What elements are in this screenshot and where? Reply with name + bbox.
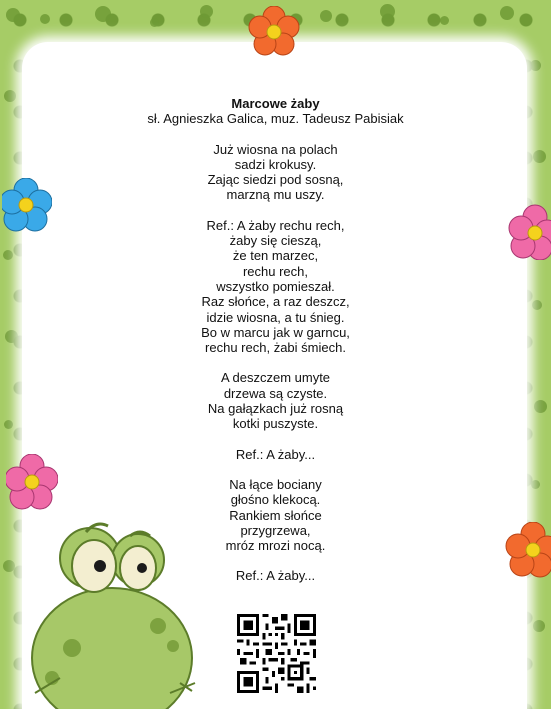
verse-line: żaby się cieszą,	[229, 233, 322, 249]
verse-line: Rankiem słońce	[229, 507, 322, 523]
verse-line: że ten marzec,	[232, 248, 319, 264]
verse-line: rechu rech,	[242, 263, 309, 279]
verse-line: mróz mrozi nocą.	[225, 538, 326, 554]
verse-line: Zając siedzi pod sosną,	[207, 172, 344, 188]
verse-line: idzie wiosna, a tu śnieg.	[206, 309, 345, 325]
verse-line: przygrzewa,	[240, 522, 311, 538]
verse-line: Bo w marcu jak w garncu,	[201, 324, 350, 340]
qr-code-icon[interactable]	[237, 614, 316, 693]
refrain-short-1	[0, 447, 551, 462]
verse-line: Ref.: A żaby...	[235, 568, 316, 584]
orange-flower-icon	[248, 6, 300, 56]
verse-line: Na łące bociany	[229, 476, 322, 492]
refrain-short-2	[0, 568, 551, 583]
verse-line: Ref.: A żaby rechu rech,	[206, 217, 345, 233]
verse-line: rechu rech, żabi śmiech.	[205, 340, 346, 356]
stanza-1	[0, 142, 551, 203]
verse-line: sadzi krokusy.	[234, 156, 317, 172]
verse-line: Raz słońce, a raz deszcz,	[201, 294, 350, 310]
verse-line: A deszczem umyte	[220, 370, 331, 386]
refrain	[0, 218, 551, 356]
verse-line: Już wiosna na polach	[213, 141, 338, 157]
verse-line: drzewa są czyste.	[223, 385, 328, 401]
verse-line: Na gałązkach już rosną	[207, 401, 344, 417]
poem	[0, 96, 551, 599]
stanza-2	[0, 370, 551, 431]
stanza-3	[0, 477, 551, 553]
verse-line: Ref.: A żaby...	[235, 446, 316, 462]
verse-line: wszystko pomieszał.	[216, 278, 335, 294]
verse-line: kotki puszyste.	[232, 416, 319, 432]
verse-line: marzną mu uszy.	[226, 187, 325, 203]
poem-credits: sł. Agnieszka Galica, muz. Tadeusz Pabisiak	[147, 111, 404, 127]
verse-line: głośno klekocą.	[230, 492, 321, 508]
poem-title: Marcowe żaby	[231, 96, 320, 111]
